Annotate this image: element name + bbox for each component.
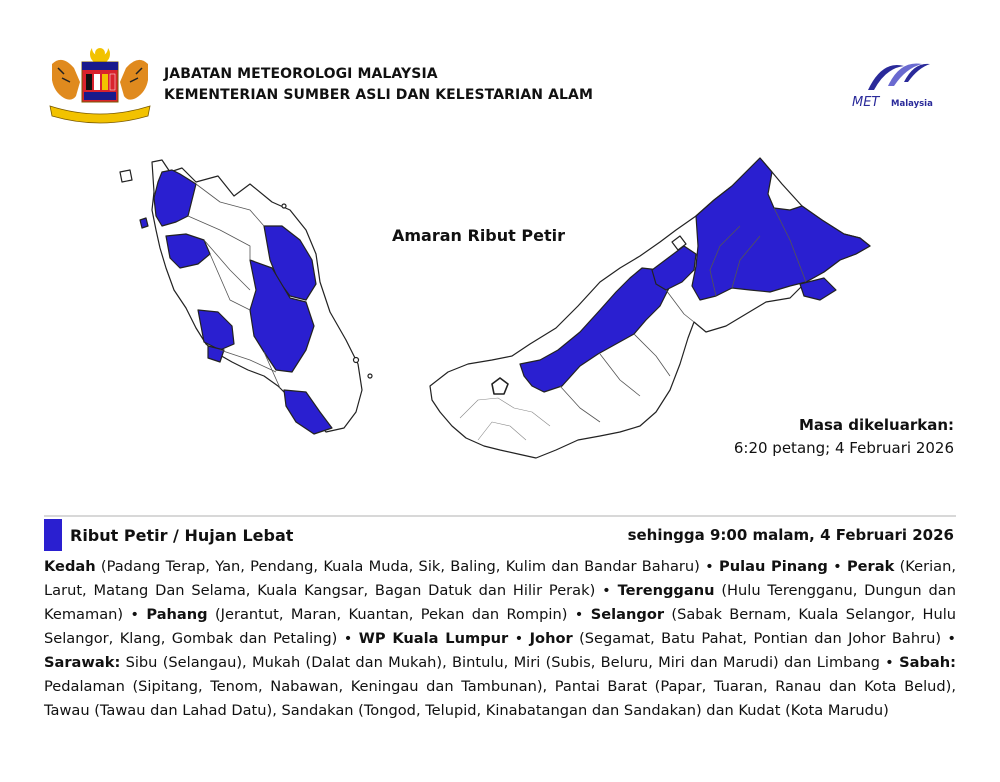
area-detail: (Padang Terap, Yan, Pendang, Kuala Muda, Sik, Baling, Kulim dan Bandar Baharu) •: [95, 558, 720, 575]
area-state: Perak: [846, 558, 895, 575]
met-malaysia-logo-icon: [848, 60, 952, 110]
logo-malaysia-text: Malaysia: [891, 99, 933, 109]
section-divider: [44, 515, 956, 517]
area-detail: Sibu (Selangau), Mukah (Dalat dan Mukah), Bintulu, Miri (Subis, Beluru, Miri dan Marudi) dan Limbang •: [120, 654, 900, 671]
malaysia-coat-of-arms-icon: [44, 44, 156, 124]
area-detail: (Kerian, Larut, Matang Dan Selama, Kuala Kangsar, Bagan Datuk dan Hilir Perak) •: [44, 558, 956, 599]
affected-areas-text: [44, 555, 956, 723]
area-state: Johor: [529, 630, 573, 647]
area-state: WP Kuala Lumpur: [358, 630, 509, 647]
organization-name: [164, 64, 593, 106]
area-state: Pulau Pinang: [719, 558, 828, 575]
area-detail: (Sabak Bernam, Kuala Selangor, Hulu Selangor, Klang, Gombak dan Petaling) •: [44, 606, 957, 647]
area-state: Kedah: [44, 558, 96, 575]
area-state: Selangor: [590, 606, 665, 623]
area-state: Sarawak:: [44, 654, 121, 671]
area-state: Terengganu: [617, 582, 715, 599]
area-detail: (Jerantut, Maran, Kuantan, Pekan dan Rompin) •: [207, 606, 591, 623]
page-header: [44, 44, 956, 124]
issued-time: 6:20 petang; 4 Februari 2026: [733, 439, 954, 457]
area-detail: (Hulu Terengganu, Dungun dan Kemaman) •: [44, 582, 956, 623]
org-line-1: JABATAN METEOROLOGI MALAYSIA: [164, 66, 438, 82]
logo-met-text: MET: [852, 95, 880, 110]
peninsular-malaysia: [120, 160, 372, 434]
east-malaysia: [430, 158, 870, 458]
org-line-2: KEMENTERIAN SUMBER ASLI DAN KELESTARIAN ALAM: [164, 87, 594, 103]
section-accent-bar: [44, 519, 62, 551]
area-state: Pahang: [146, 606, 208, 623]
issued-label: Masa dikeluarkan:: [798, 416, 954, 434]
issued-time-block: [734, 414, 954, 460]
area-detail: •: [827, 558, 847, 575]
area-detail: •: [508, 630, 530, 647]
map-title: Amaran Ribut Petir: [392, 226, 565, 245]
area-detail: (Segamat, Batu Pahat, Pontian dan Johor Bahru) •: [572, 630, 957, 647]
area-detail: Pedalaman (Sipitang, Tenom, Nabawan, Keningau dan Tambunan), Pantai Barat (Papar, Tuaran, Ranau dan Kota Belud), Tawau (Tawau dan Lahad Datu), Sandakan (Tongod, Telupid, Kinabatangan dan Sandakan) dan Kudat (Kota Marudu): [44, 678, 956, 719]
valid-until: sehingga 9:00 malam, 4 Februari 2026: [627, 526, 954, 544]
area-state: Sabah:: [899, 654, 956, 671]
warning-type-title: Ribut Petir / Hujan Lebat: [70, 526, 294, 545]
